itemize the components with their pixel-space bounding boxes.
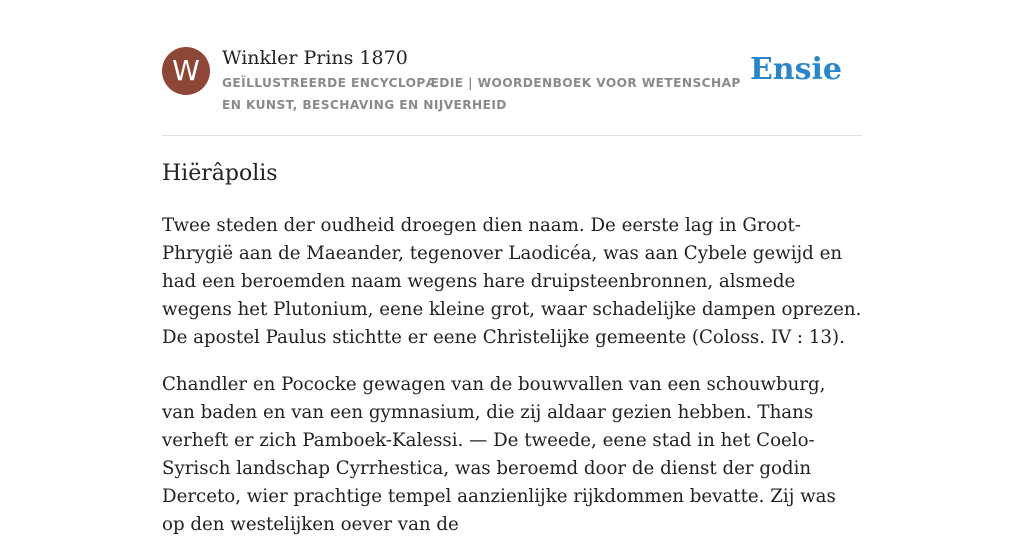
article-paragraph: Twee steden der oudheid droegen dien naam. De eerste lag in Groot-Phrygië aan de Maeander, tegenover Laodicéa, was aan Cybele gewijd en had een beroemden naam wegens hare druipsteenbronnen, alsmede wegens het Plutonium, eene kleine grot, waar schadelijke dampen oprezen. De apostel Paulus stichtte er eene Christelijke gemeente (Coloss. IV : 13). (162, 215, 862, 348)
article-paragraph: Chandler en Pococke gewagen van de bouwvallen van een schouwburg, van baden en van een gymnasium, die zij aldaar gezien hebben. Thans verheft er zich Pamboek-Kalessi. — De tweede, eene stad in het Coelo-Syrisch landschap Cyrrhestica, was beroemd door de dienst der godin Derceto, wier prachtige tempel aanzienlijke rijkdommen bevatte. Zij was op den westelijken oever van de (162, 374, 836, 535)
brand-logo-link[interactable]: Ensie (749, 52, 842, 87)
article-title: Hiërâpolis (162, 161, 278, 186)
book-subtitle: GEÏLLUSTREERDE ENCYCLOPÆDIE | WOORDENBOEK VOOR WETENSCHAP EN KUNST, BESCHAVING EN NIJVERHEID (222, 76, 741, 112)
article-body (162, 212, 862, 558)
header-divider (162, 135, 862, 136)
book-title-link[interactable]: Winkler Prins 1870 (222, 47, 408, 69)
book-header (162, 46, 862, 136)
avatar[interactable]: W (162, 47, 210, 95)
